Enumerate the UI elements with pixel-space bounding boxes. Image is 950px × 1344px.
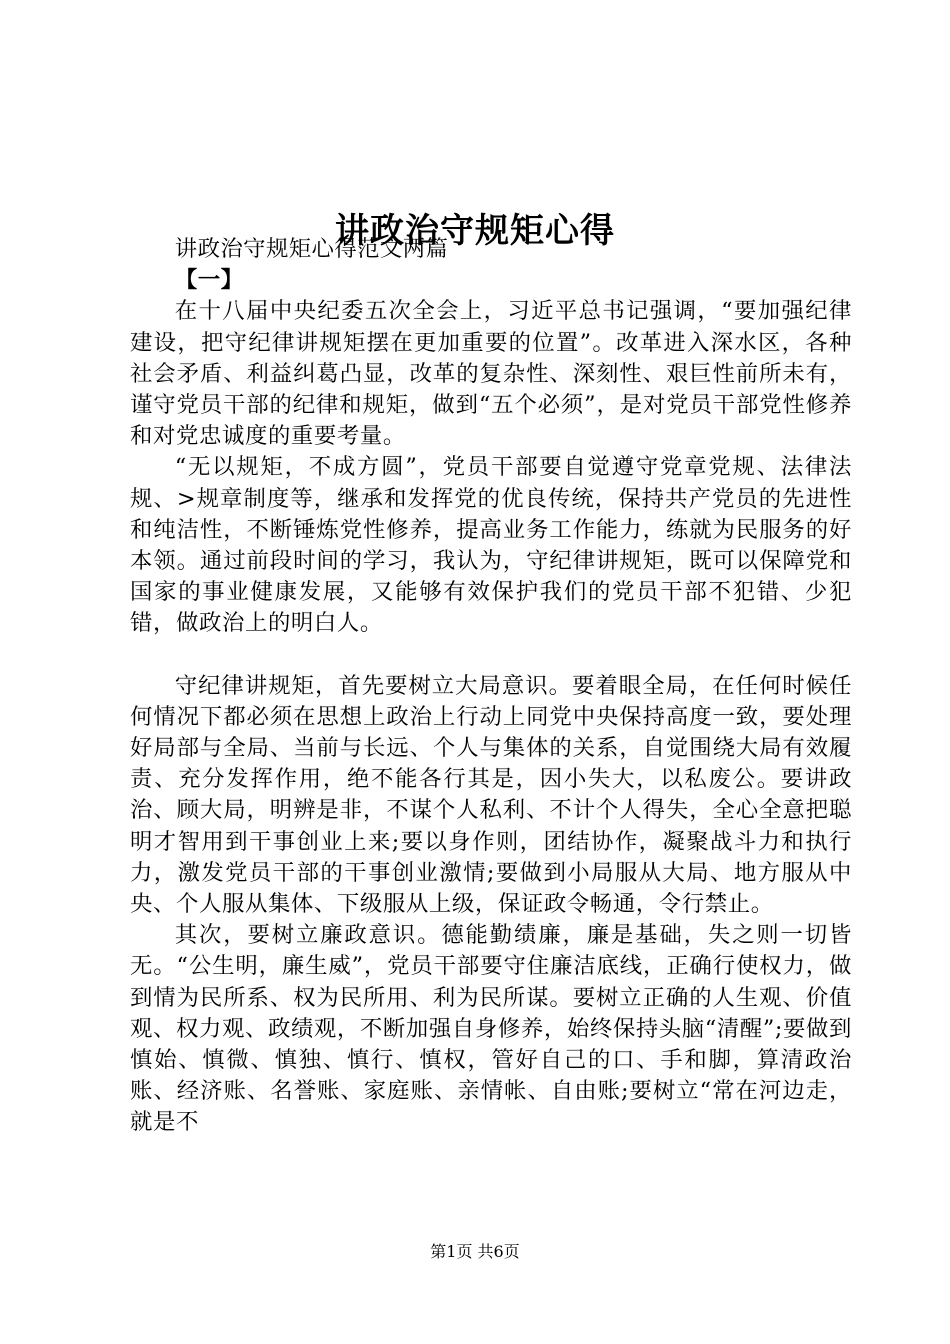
- document-body: [130, 234, 852, 1139]
- body-paragraph: “无以规矩，不成方圆”，党员干部要自觉遵守党章党规、法律法规、>规章制度等，继承和发挥党的优良传统，保持共产党员的先进性和纯洁性，不断锤炼党性修养，提高业务工作能力，练就为民服务的好本领。通过前段时间的学习，我认为，守纪律讲规矩，既可以保障党和国家的事业健康发展，又能够有效保护我们的党员干部不犯错、少犯错，做政治上的明白人。: [130, 454, 852, 637]
- body-paragraph: 守纪律讲规矩，首先要树立大局意识。要着眼全局，在任何时候任何情况下都必须在思想上政治上行动上同党中央保持高度一致，要处理好局部与全局、当前与长远、个人与集体的关系，自觉围绕大局有效履责、充分发挥作用，绝不能各行其是，因小失大，以私废公。要讲政治、顾大局，明辨是非，不谋个人私利、不计个人得失，全心全意把聪明才智用到干事创业上来;要以身作则，团结协作，凝聚战斗力和执行力，激发党员干部的干事创业激情;要做到小局服从大局、地方服从中央、个人服从集体、下级服从上级，保证政令畅通，令行禁止。: [130, 672, 852, 918]
- body-paragraph: 其次，要树立廉政意识。德能勤绩廉，廉是基础，失之则一切皆无。“公生明，廉生威”，党员干部要守住廉洁底线，正确行使权力，做到情为民所系、权为民所用、利为民所谋。要树立正确的人生观、价值观、权力观、政绩观，不断加强自身修养，始终保持头脑“清醒”;要做到慎始、慎微、慎独、慎行、慎权，管好自己的口、手和脚，算清政治账、经济账、名誉账、家庭账、亲情帐、自由账;要树立“常在河边走，就是不: [130, 922, 852, 1136]
- document-subtitle: 讲政治守规矩心得范文两篇: [174, 236, 449, 262]
- section-label: 【一】: [174, 267, 244, 294]
- page-number-footer: 第1页 共6页: [430, 1242, 520, 1261]
- document-title: 讲政治守规矩心得: [335, 210, 615, 251]
- body-paragraph: 在十八届中央纪委五次全会上，习近平总书记强调，“要加强纪律建设，把守纪律讲规矩摆在更加重要的位置”。改革进入深水区，各种社会矛盾、利益纠葛凸显，改革的复杂性、深刻性、艰巨性前所未有，谨守党员干部的纪律和规矩，做到“五个必须”，是对党员干部党性修养和对党忠诚度的重要考量。: [130, 298, 852, 450]
